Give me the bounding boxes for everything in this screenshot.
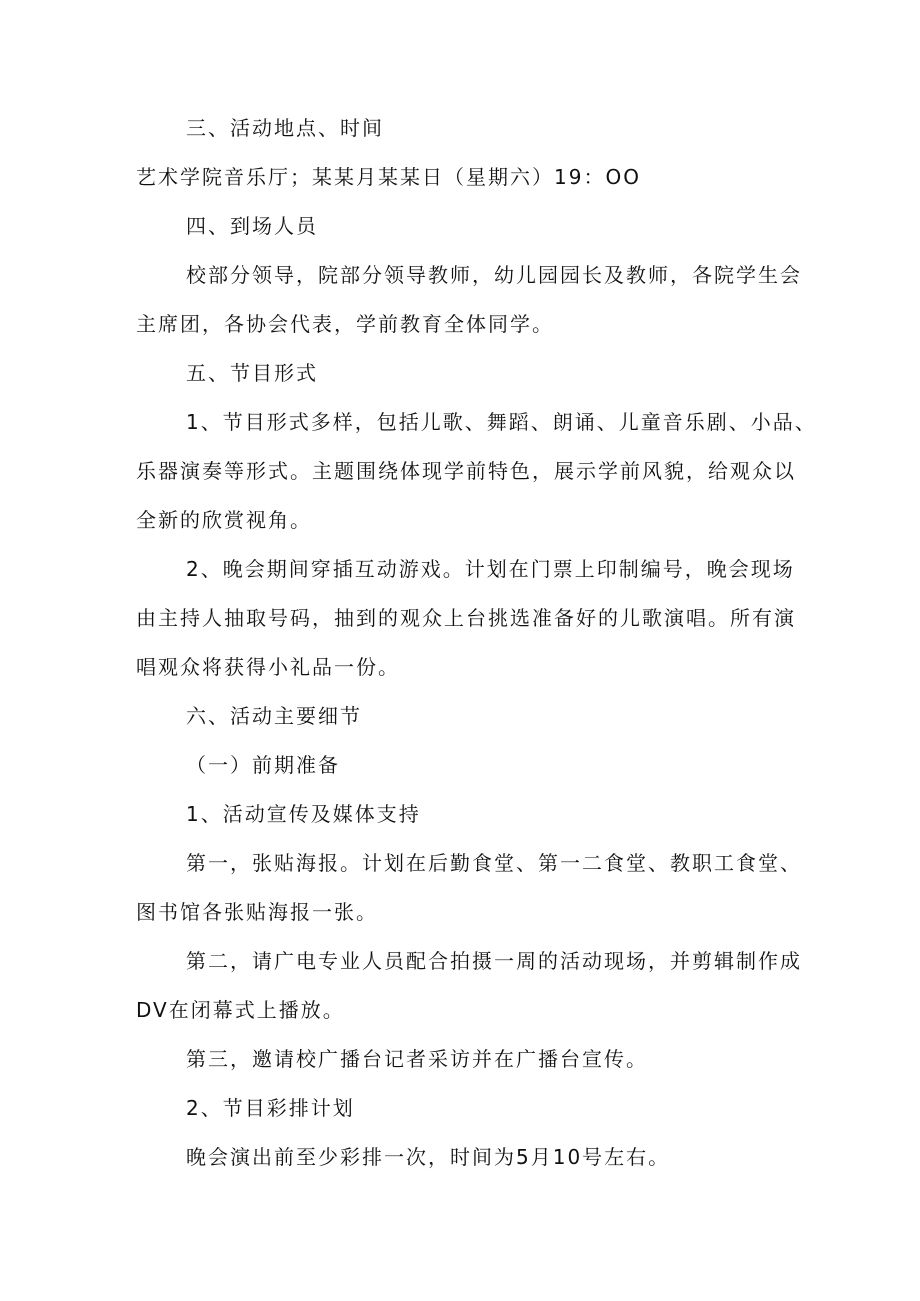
text-line: 由主持人抽取号码，抽到的观众上台挑选准备好的儿歌演唱。所有演	[136, 606, 796, 630]
text-line: 全新的欣赏视角。	[136, 508, 312, 532]
text-line: 唱观众将获得小礼品一份。	[136, 655, 400, 679]
paragraph-p-form-2	[136, 545, 796, 692]
paragraph-p-rehearsal	[136, 1133, 796, 1182]
text-line: （一）前期准备	[186, 753, 340, 777]
text-line: 1、活动宣传及媒体支持	[186, 802, 421, 826]
text-line: 第三，邀请校广播台记者采访并在广播台宣传。	[186, 1047, 648, 1071]
paragraph-h6-1	[136, 741, 796, 790]
paragraph-h4	[136, 202, 796, 251]
text-line: 五、节目形式	[186, 361, 318, 385]
text-line: 2、节目彩排计划	[186, 1096, 355, 1120]
paragraph-p-venue	[136, 153, 796, 202]
paragraph-h6	[136, 692, 796, 741]
text-line: 2、晚会期间穿插互动游戏。计划在门票上印制编号，晚会现场	[186, 557, 795, 581]
text-line: 第一，张贴海报。计划在后勤食堂、第一二食堂、教职工食堂、	[186, 851, 802, 875]
text-line: 第二，请广电专业人员配合拍摄一周的活动现场，并剪辑制作成	[186, 949, 802, 973]
text-line: 六、活动主要细节	[186, 704, 362, 728]
paragraph-h3	[136, 104, 796, 153]
text-line: 四、到场人员	[186, 214, 318, 238]
text-line: 艺术学院音乐厅；某某月某某日（星期六）19：OO	[136, 165, 641, 189]
text-line: 1、节目形式多样，包括儿歌、舞蹈、朗诵、儿童音乐剧、小品、	[186, 410, 817, 434]
paragraph-p-attendees	[136, 251, 802, 349]
text-line: 校部分领导，院部分领导教师，幼儿园园长及教师，各院学生会	[186, 263, 802, 287]
paragraph-p-form-1	[136, 398, 817, 545]
text-line: 三、活动地点、时间	[186, 116, 384, 140]
paragraph-p-first	[136, 839, 802, 937]
text-line: 乐器演奏等形式。主题围绕体现学前特色，展示学前风貌，给观众以	[136, 459, 796, 483]
text-line: 主席团，各协会代表，学前教育全体同学。	[136, 312, 554, 336]
paragraph-p-second	[136, 937, 802, 1035]
paragraph-h5	[136, 349, 796, 398]
text-line: 图书馆各张贴海报一张。	[136, 900, 378, 924]
text-line: DV在闭幕式上播放。	[136, 998, 345, 1022]
text-line: 晚会演出前至少彩排一次，时间为5月10号左右。	[186, 1145, 671, 1169]
paragraph-h-rehearsal	[136, 1084, 796, 1133]
paragraph-p-third	[136, 1035, 796, 1084]
paragraph-h-promo	[136, 790, 796, 839]
